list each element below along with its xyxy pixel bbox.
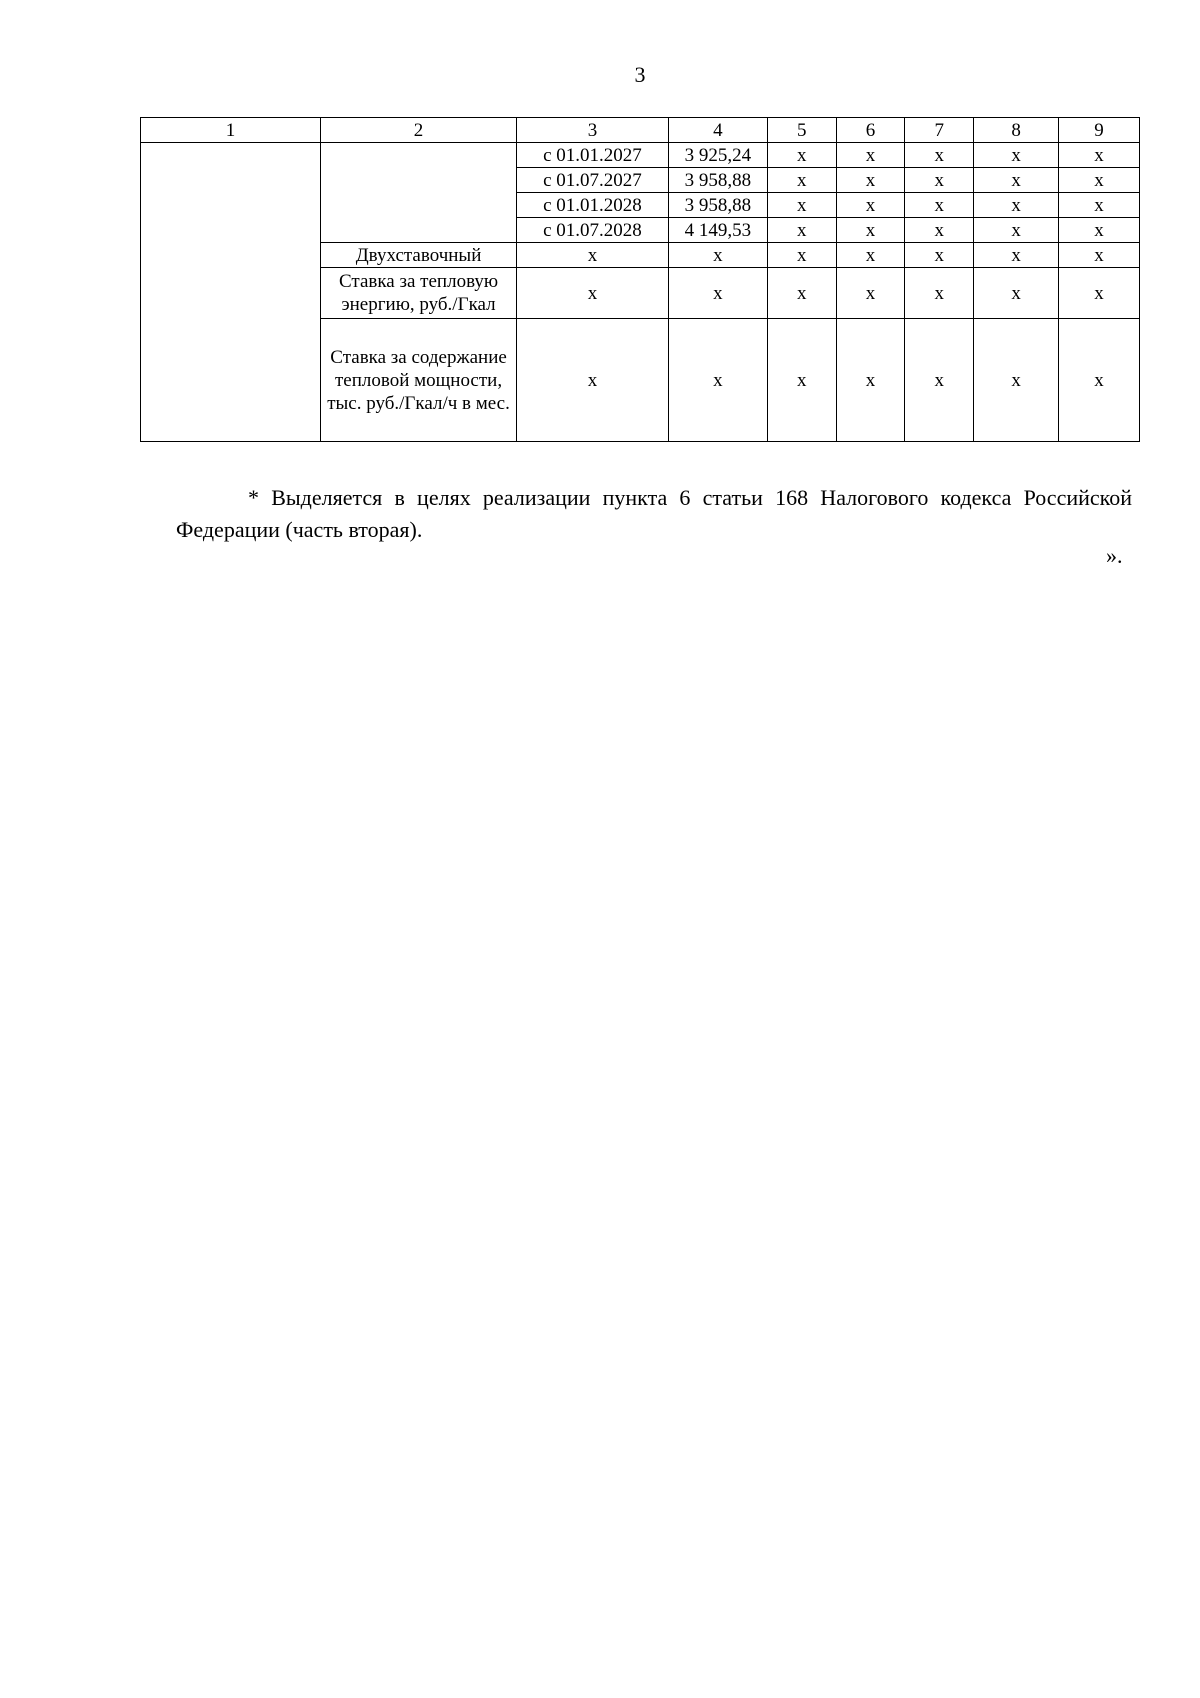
header-cell: 2 [320, 118, 516, 143]
footnote-line-1: * Выделяется в целях реализации пункта 6 статьи 168 Налогового кодекса Российской [248, 485, 1132, 510]
header-cell: 4 [668, 118, 767, 143]
page-number: 3 [634, 62, 646, 87]
mark-cell: x [517, 243, 669, 268]
mark-cell: x [767, 143, 836, 168]
empty-cell-col2 [320, 143, 516, 243]
empty-cell-col1 [141, 143, 321, 442]
mark-cell: x [905, 143, 974, 168]
mark-cell: x [905, 193, 974, 218]
header-cell: 9 [1059, 118, 1140, 143]
mark-cell: x [1059, 243, 1140, 268]
mark-cell: x [974, 319, 1059, 442]
mark-cell: x [668, 243, 767, 268]
mark-cell: x [1059, 193, 1140, 218]
mark-cell: x [1059, 143, 1140, 168]
mark-cell: x [974, 193, 1059, 218]
header-cell: 7 [905, 118, 974, 143]
date-cell: с 01.07.2027 [517, 168, 669, 193]
date-cell: с 01.07.2028 [517, 218, 669, 243]
mark-cell: x [517, 319, 669, 442]
mark-cell: x [1059, 268, 1140, 319]
mark-cell: x [767, 193, 836, 218]
mark-cell: x [767, 218, 836, 243]
header-cell: 6 [836, 118, 905, 143]
value-cell: 3 925,24 [668, 143, 767, 168]
mark-cell: x [836, 168, 905, 193]
header-cell: 8 [974, 118, 1059, 143]
mark-cell: x [836, 143, 905, 168]
mark-cell: x [905, 168, 974, 193]
mark-cell: x [905, 218, 974, 243]
date-cell: с 01.01.2028 [517, 193, 669, 218]
value-cell: 3 958,88 [668, 193, 767, 218]
date-cell: с 01.01.2027 [517, 143, 669, 168]
mark-cell: x [836, 319, 905, 442]
mark-cell: x [974, 168, 1059, 193]
mark-cell: x [905, 319, 974, 442]
mark-cell: x [767, 168, 836, 193]
rate-label-cell: Ставка за тепловую энергию, руб./Гкал [320, 268, 516, 319]
mark-cell: x [668, 319, 767, 442]
mark-cell: x [836, 268, 905, 319]
tariff-table [140, 117, 1140, 442]
mark-cell: x [836, 218, 905, 243]
mark-cell: x [974, 218, 1059, 243]
mark-cell: x [974, 268, 1059, 319]
header-cell: 1 [141, 118, 321, 143]
rate-label-cell: Двухставочный [320, 243, 516, 268]
mark-cell: x [905, 268, 974, 319]
mark-cell: x [974, 243, 1059, 268]
footnote [176, 482, 1132, 546]
rate-label-cell: Ставка за содержание тепловой мощности, тыс. руб./Гкал/ч в мес. [320, 319, 516, 442]
mark-cell: x [1059, 319, 1140, 442]
mark-cell: x [767, 268, 836, 319]
value-cell: 4 149,53 [668, 218, 767, 243]
table-row [141, 143, 1140, 168]
mark-cell: x [517, 268, 669, 319]
closing-quote-mark: ». [1106, 543, 1123, 568]
mark-cell: x [767, 243, 836, 268]
header-cell: 3 [517, 118, 669, 143]
header-cell: 5 [767, 118, 836, 143]
table-header-row [141, 118, 1140, 143]
footnote-line-2: Федерации (часть вторая). [176, 517, 423, 542]
mark-cell: x [974, 143, 1059, 168]
mark-cell: x [1059, 168, 1140, 193]
value-cell: 3 958,88 [668, 168, 767, 193]
mark-cell: x [1059, 218, 1140, 243]
mark-cell: x [836, 243, 905, 268]
mark-cell: x [905, 243, 974, 268]
mark-cell: x [836, 193, 905, 218]
mark-cell: x [767, 319, 836, 442]
mark-cell: x [668, 268, 767, 319]
